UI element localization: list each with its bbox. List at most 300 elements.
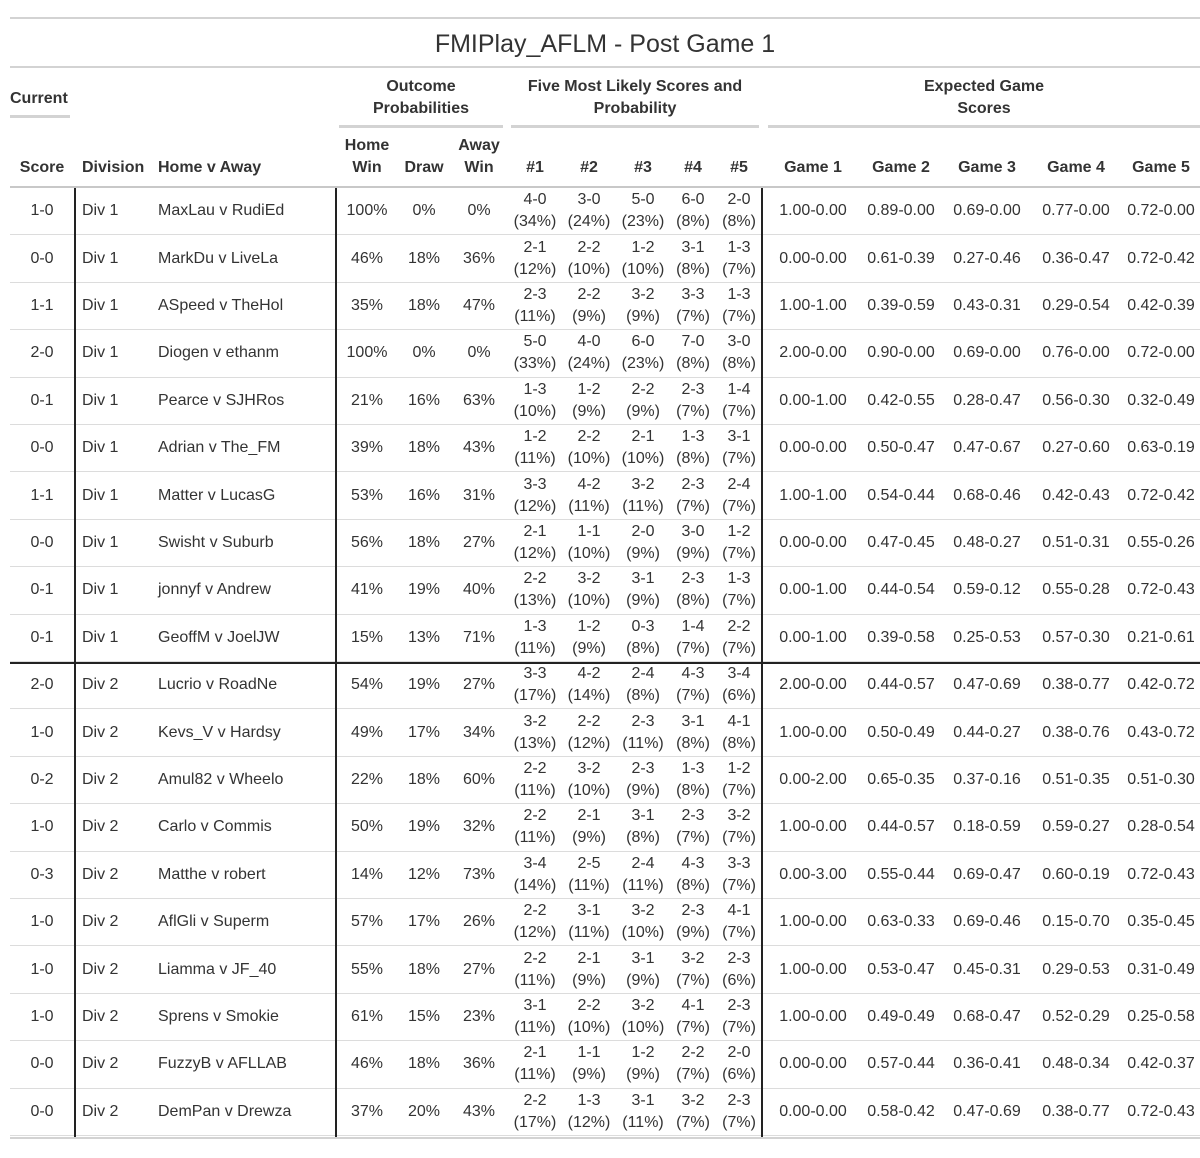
- table-row: [10, 946, 1200, 993]
- likely-score-value: 3-4: [727, 665, 751, 683]
- expected-game-2: 0.49-0.49: [867, 1007, 935, 1025]
- table-row: [10, 615, 1200, 662]
- likely-score-prob: (12%): [567, 1113, 611, 1131]
- match-name: Sprens v Smokie: [158, 1007, 279, 1025]
- likely-score-2: [562, 283, 616, 329]
- draw-pct: 17%: [407, 723, 441, 741]
- likely-score-prob: (7%): [676, 307, 710, 325]
- likely-score-prob: (8%): [626, 829, 660, 847]
- likely-score-value: 2-2: [577, 238, 601, 256]
- likely-score-3: [616, 567, 670, 613]
- match-name: FuzzyB v AFLLAB: [158, 1055, 287, 1073]
- spanner-current-rule: [10, 115, 70, 118]
- likely-score-value: 1-2: [523, 428, 547, 446]
- likely-score-3: [616, 804, 670, 850]
- current-score: 1-0: [30, 913, 54, 931]
- likely-score-5: [716, 994, 762, 1040]
- expected-game-2: 0.65-0.35: [867, 770, 935, 788]
- likely-score-value: 2-3: [681, 380, 705, 398]
- expected-game-4: 0.51-0.35: [1042, 770, 1110, 788]
- expected-game-5: 0.42-0.37: [1127, 1055, 1195, 1073]
- spanner-expected-line2: Scores: [957, 100, 1011, 117]
- likely-score-prob: (7%): [722, 260, 756, 278]
- likely-score-4: [670, 709, 716, 755]
- expected-game-2: 0.53-0.47: [867, 960, 935, 978]
- likely-score-4: [670, 235, 716, 281]
- expected-game-1: 0.00-2.00: [779, 770, 847, 788]
- expected-game-1: 0.00-0.00: [779, 533, 847, 551]
- likely-score-prob: (8%): [676, 592, 710, 610]
- top-border: [10, 17, 1200, 19]
- likely-score-prob: (8%): [676, 450, 710, 468]
- likely-score-prob: (7%): [676, 687, 710, 705]
- expected-game-3: 0.69-0.00: [953, 202, 1021, 220]
- match-name: Swisht v Suburb: [158, 533, 274, 551]
- expected-game-4: 0.27-0.60: [1042, 439, 1110, 457]
- expected-game-3: 0.18-0.59: [953, 818, 1021, 836]
- likely-score-3: [616, 1041, 670, 1087]
- likely-score-prob: (8%): [676, 781, 710, 799]
- title-divider: [10, 66, 1200, 68]
- expected-game-5: 0.32-0.49: [1127, 391, 1195, 409]
- likely-score-2: [562, 378, 616, 424]
- likely-score-value: 2-1: [523, 522, 547, 540]
- likely-score-value: 6-0: [631, 333, 655, 351]
- likely-score-prob: (17%): [513, 1113, 557, 1131]
- likely-score-prob: (7%): [722, 497, 756, 515]
- likely-score-prob: (10%): [621, 924, 665, 942]
- likely-score-2: [562, 804, 616, 850]
- expected-game-2: 0.39-0.59: [867, 296, 935, 314]
- division: Div 1: [82, 628, 119, 646]
- draw-pct: 16%: [407, 391, 441, 409]
- likely-score-5: [716, 946, 762, 992]
- likely-score-4: [670, 804, 716, 850]
- expected-game-3: 0.68-0.47: [953, 1007, 1021, 1025]
- home-win-pct: 55%: [350, 960, 384, 978]
- away-win-pct: 71%: [462, 628, 496, 646]
- likely-score-prob: (34%): [513, 213, 557, 231]
- draw-pct: 19%: [407, 581, 441, 599]
- expected-game-1: 0.00-0.00: [779, 1055, 847, 1073]
- likely-score-prob: (9%): [676, 924, 710, 942]
- likely-score-prob: (33%): [513, 355, 557, 373]
- likely-score-5: [716, 520, 762, 566]
- expected-game-3: 0.47-0.69: [953, 676, 1021, 694]
- likely-score-value: 4-0: [577, 333, 601, 351]
- likely-score-prob: (11%): [568, 924, 610, 942]
- draw-pct: 20%: [407, 1102, 441, 1120]
- likely-score-value: 6-0: [681, 191, 705, 209]
- expected-game-5: 0.21-0.61: [1127, 628, 1195, 646]
- likely-score-3: [616, 330, 670, 376]
- likely-score-prob: (7%): [722, 876, 756, 894]
- likely-score-4: [670, 994, 716, 1040]
- expected-game-5: 0.63-0.19: [1127, 439, 1195, 457]
- match-name: MarkDu v LiveLa: [158, 249, 279, 267]
- division: Div 1: [82, 581, 119, 599]
- likely-score-5: [716, 567, 762, 613]
- expected-game-3: 0.28-0.47: [953, 391, 1021, 409]
- away-win-pct: 31%: [462, 486, 496, 504]
- match-name: Matter v LucasG: [158, 486, 276, 504]
- likely-score-prob: (24%): [567, 355, 611, 373]
- expected-game-3: 0.69-0.47: [953, 865, 1021, 883]
- expected-game-3: 0.37-0.16: [953, 770, 1021, 788]
- likely-score-value: 2-2: [577, 712, 601, 730]
- division: Div 2: [82, 770, 119, 788]
- likely-score-value: 2-2: [631, 380, 655, 398]
- away-win-pct: 34%: [462, 723, 496, 741]
- likely-score-5: [716, 283, 762, 329]
- likely-score-prob: (8%): [676, 734, 710, 752]
- division: Div 1: [82, 439, 119, 457]
- col-game-1: Game 1: [784, 159, 842, 176]
- likely-score-value: 3-2: [681, 1091, 705, 1109]
- likely-score-3: [616, 852, 670, 898]
- away-win-pct: 73%: [462, 865, 496, 883]
- likely-score-4: [670, 662, 716, 708]
- likely-score-prob: (9%): [572, 971, 606, 989]
- likely-score-4: [670, 946, 716, 992]
- likely-score-4: [670, 1041, 716, 1087]
- expected-game-4: 0.48-0.34: [1042, 1055, 1110, 1073]
- likely-score-prob: (7%): [722, 781, 756, 799]
- likely-score-value: 3-3: [523, 475, 547, 493]
- likely-score-2: [562, 235, 616, 281]
- likely-score-1: [508, 567, 562, 613]
- likely-score-2: [562, 567, 616, 613]
- likely-score-value: 3-3: [681, 285, 705, 303]
- expected-game-2: 0.57-0.44: [867, 1055, 935, 1073]
- expected-game-3: 0.44-0.27: [953, 723, 1021, 741]
- likely-score-3: [616, 662, 670, 708]
- likely-score-value: 5-0: [523, 333, 547, 351]
- match-name: Amul82 v Wheelo: [158, 770, 284, 788]
- likely-score-value: 4-3: [681, 665, 705, 683]
- likely-score-value: 2-0: [727, 1044, 751, 1062]
- likely-score-value: 3-2: [681, 949, 705, 967]
- col-game-4: Game 4: [1047, 159, 1105, 176]
- table-row: [10, 1041, 1200, 1088]
- likely-score-4: [670, 188, 716, 234]
- spanner-expected-rule: [768, 125, 1200, 128]
- draw-pct: 18%: [407, 770, 441, 788]
- likely-score-value: 2-2: [523, 949, 547, 967]
- expected-game-2: 0.44-0.57: [867, 818, 935, 836]
- likely-score-5: [716, 615, 762, 661]
- expected-game-4: 0.77-0.00: [1042, 202, 1110, 220]
- likely-score-value: 2-3: [523, 285, 547, 303]
- expected-game-1: 0.00-0.00: [779, 439, 847, 457]
- division: Div 2: [82, 676, 119, 694]
- current-score: 2-0: [30, 676, 54, 694]
- likely-score-value: 1-3: [577, 1091, 601, 1109]
- table-title: FMIPlay_AFLM - Post Game 1: [434, 30, 776, 58]
- expected-game-3: 0.25-0.53: [953, 628, 1021, 646]
- vline-score: [74, 188, 76, 1137]
- draw-pct: 17%: [407, 913, 441, 931]
- expected-game-4: 0.52-0.29: [1042, 1007, 1110, 1025]
- likely-score-prob: (11%): [622, 734, 664, 752]
- table-bottom-border: [10, 1137, 1200, 1139]
- spanner-outcome-line1: Outcome: [386, 78, 456, 95]
- away-win-pct: 0%: [467, 344, 491, 362]
- col-away-win-line1: Away: [458, 137, 500, 154]
- spanner-outcome-line2: Probabilities: [372, 100, 470, 117]
- expected-game-2: 0.44-0.57: [867, 676, 935, 694]
- expected-game-2: 0.58-0.42: [867, 1102, 935, 1120]
- likely-score-2: [562, 472, 616, 518]
- away-win-pct: 36%: [462, 1055, 496, 1073]
- likely-score-prob: (7%): [722, 544, 756, 562]
- draw-pct: 18%: [407, 960, 441, 978]
- spanner-current: Current: [10, 90, 68, 107]
- likely-score-2: [562, 425, 616, 471]
- expected-game-1: 0.00-1.00: [779, 628, 847, 646]
- col-draw: Draw: [404, 159, 444, 176]
- likely-score-prob: (9%): [572, 639, 606, 657]
- match-name: Lucrio v RoadNe: [158, 676, 278, 694]
- likely-score-value: 3-2: [631, 475, 655, 493]
- likely-score-value: 3-1: [631, 807, 655, 825]
- likely-score-prob: (9%): [626, 1066, 660, 1084]
- expected-game-3: 0.47-0.69: [953, 1102, 1021, 1120]
- likely-score-value: 2-2: [523, 902, 547, 920]
- likely-score-value: 2-3: [727, 996, 751, 1014]
- expected-game-1: 0.00-0.00: [779, 249, 847, 267]
- likely-score-prob: (6%): [722, 1066, 756, 1084]
- likely-score-value: 2-3: [681, 902, 705, 920]
- likely-score-1: [508, 188, 562, 234]
- likely-score-prob: (10%): [621, 1018, 665, 1036]
- likely-score-prob: (7%): [722, 1018, 756, 1036]
- expected-game-4: 0.57-0.30: [1042, 628, 1110, 646]
- likely-score-value: 3-1: [727, 428, 751, 446]
- likely-score-value: 2-1: [577, 949, 601, 967]
- home-win-pct: 61%: [350, 1007, 384, 1025]
- likely-score-value: 3-1: [523, 996, 547, 1014]
- expected-game-2: 0.54-0.44: [867, 486, 935, 504]
- away-win-pct: 36%: [462, 249, 496, 267]
- likely-score-4: [670, 1089, 716, 1135]
- likely-score-prob: (9%): [572, 1066, 606, 1084]
- expected-game-4: 0.56-0.30: [1042, 391, 1110, 409]
- likely-score-3: [616, 472, 670, 518]
- likely-score-1: [508, 709, 562, 755]
- likely-score-prob: (13%): [513, 592, 557, 610]
- table-row: [10, 283, 1200, 330]
- likely-score-value: 2-3: [727, 949, 751, 967]
- likely-score-value: 1-2: [577, 380, 601, 398]
- draw-pct: 19%: [407, 818, 441, 836]
- likely-score-5: [716, 235, 762, 281]
- likely-score-prob: (8%): [676, 876, 710, 894]
- home-win-pct: 14%: [350, 865, 384, 883]
- expected-game-4: 0.38-0.76: [1042, 723, 1110, 741]
- likely-score-prob: (8%): [626, 687, 660, 705]
- likely-score-prob: (7%): [676, 402, 710, 420]
- home-win-pct: 41%: [350, 581, 384, 599]
- spanner-expected: [768, 76, 1200, 120]
- likely-score-value: 2-1: [523, 1044, 547, 1062]
- likely-score-1: [508, 235, 562, 281]
- likely-score-prob: (7%): [722, 592, 756, 610]
- likely-score-value: 2-3: [681, 570, 705, 588]
- likely-score-value: 2-2: [577, 428, 601, 446]
- table-row: [10, 899, 1200, 946]
- division: Div 1: [82, 202, 119, 220]
- away-win-pct: 26%: [462, 913, 496, 931]
- likely-score-3: [616, 188, 670, 234]
- home-win-pct: 57%: [350, 913, 384, 931]
- likely-score-value: 1-2: [727, 759, 751, 777]
- expected-game-5: 0.72-0.43: [1127, 581, 1195, 599]
- table-row: [10, 662, 1200, 709]
- likely-score-2: [562, 757, 616, 803]
- expected-game-1: 1.00-0.00: [779, 723, 847, 741]
- home-win-pct: 100%: [346, 344, 388, 362]
- expected-game-5: 0.72-0.42: [1127, 249, 1195, 267]
- expected-game-5: 0.42-0.39: [1127, 296, 1195, 314]
- likely-score-1: [508, 804, 562, 850]
- likely-score-prob: (7%): [676, 829, 710, 847]
- likely-score-value: 4-1: [727, 712, 751, 730]
- expected-game-1: 1.00-0.00: [779, 960, 847, 978]
- home-win-pct: 21%: [350, 391, 384, 409]
- spanner-outcome-rule: [339, 125, 503, 128]
- division: Div 2: [82, 1102, 119, 1120]
- likely-score-prob: (11%): [514, 1018, 556, 1036]
- likely-score-value: 1-3: [727, 238, 751, 256]
- likely-score-prob: (6%): [722, 687, 756, 705]
- expected-game-5: 0.43-0.72: [1127, 723, 1195, 741]
- likely-score-prob: (10%): [567, 1018, 611, 1036]
- likely-score-4: [670, 283, 716, 329]
- expected-game-4: 0.51-0.31: [1042, 533, 1110, 551]
- expected-game-2: 0.63-0.33: [867, 913, 935, 931]
- expected-game-4: 0.38-0.77: [1042, 1102, 1110, 1120]
- likely-score-prob: (11%): [622, 497, 664, 515]
- likely-score-3: [616, 378, 670, 424]
- likely-score-value: 1-2: [631, 238, 655, 256]
- likely-score-value: 2-4: [727, 475, 751, 493]
- expected-game-4: 0.38-0.77: [1042, 676, 1110, 694]
- match-name: AflGli v Superm: [158, 913, 270, 931]
- current-score: 0-0: [30, 249, 54, 267]
- likely-score-value: 2-2: [523, 807, 547, 825]
- likely-score-prob: (7%): [676, 497, 710, 515]
- likely-score-value: 3-0: [727, 333, 751, 351]
- likely-score-prob: (7%): [722, 924, 756, 942]
- likely-score-1: [508, 378, 562, 424]
- likely-score-value: 4-2: [577, 665, 601, 683]
- away-win-pct: 32%: [462, 818, 496, 836]
- likely-score-value: 2-2: [727, 617, 751, 635]
- expected-game-1: 0.00-0.00: [779, 1102, 847, 1120]
- division: Div 1: [82, 249, 119, 267]
- likely-score-4: [670, 472, 716, 518]
- likely-score-prob: (8%): [722, 213, 756, 231]
- division: Div 1: [82, 344, 119, 362]
- likely-score-1: [508, 994, 562, 1040]
- draw-pct: 15%: [407, 1007, 441, 1025]
- likely-score-2: [562, 1041, 616, 1087]
- likely-score-value: 3-2: [727, 807, 751, 825]
- table-row: [10, 852, 1200, 899]
- likely-score-3: [616, 1089, 670, 1135]
- likely-score-4: [670, 757, 716, 803]
- expected-game-5: 0.55-0.26: [1127, 533, 1195, 551]
- draw-pct: 18%: [407, 296, 441, 314]
- match-name: Matthe v robert: [158, 865, 266, 883]
- likely-score-5: [716, 472, 762, 518]
- likely-score-1: [508, 662, 562, 708]
- match-name: GeoffM v JoelJW: [158, 628, 280, 646]
- likely-score-prob: (9%): [572, 307, 606, 325]
- expected-game-5: 0.42-0.72: [1127, 676, 1195, 694]
- likely-score-value: 2-4: [631, 854, 655, 872]
- likely-score-5: [716, 1041, 762, 1087]
- expected-game-2: 0.55-0.44: [867, 865, 935, 883]
- likely-score-value: 3-3: [727, 854, 751, 872]
- likely-score-5: [716, 852, 762, 898]
- likely-score-value: 1-3: [523, 380, 547, 398]
- likely-score-2: [562, 852, 616, 898]
- away-win-pct: 43%: [462, 1102, 496, 1120]
- likely-score-1: [508, 1041, 562, 1087]
- current-score: 0-1: [30, 628, 54, 646]
- likely-score-value: 5-0: [631, 191, 655, 209]
- likely-score-5: [716, 1089, 762, 1135]
- col-game-5: Game 5: [1132, 159, 1190, 176]
- likely-score-value: 3-1: [631, 570, 655, 588]
- current-score: 1-0: [30, 1007, 54, 1025]
- likely-score-prob: (7%): [722, 450, 756, 468]
- likely-score-value: 4-3: [681, 854, 705, 872]
- division: Div 2: [82, 913, 119, 931]
- likely-score-prob: (13%): [513, 734, 557, 752]
- likely-score-3: [616, 425, 670, 471]
- likely-score-value: 1-2: [631, 1044, 655, 1062]
- likely-score-prob: (12%): [513, 260, 557, 278]
- likely-score-2: [562, 709, 616, 755]
- likely-score-prob: (7%): [722, 307, 756, 325]
- likely-score-prob: (10%): [567, 781, 611, 799]
- spanner-fivemost-line1: Five Most Likely Scores and: [527, 78, 743, 95]
- likely-score-3: [616, 994, 670, 1040]
- expected-game-1: 2.00-0.00: [779, 676, 847, 694]
- likely-score-4: [670, 899, 716, 945]
- expected-game-3: 0.69-0.46: [953, 913, 1021, 931]
- likely-score-value: 2-1: [523, 238, 547, 256]
- likely-score-prob: (10%): [567, 450, 611, 468]
- draw-pct: 18%: [407, 439, 441, 457]
- likely-score-value: 3-1: [681, 238, 705, 256]
- likely-score-value: 1-4: [681, 617, 705, 635]
- likely-score-value: 1-3: [681, 428, 705, 446]
- current-score: 0-1: [30, 391, 54, 409]
- likely-score-prob: (9%): [626, 781, 660, 799]
- likely-score-value: 3-1: [631, 1091, 655, 1109]
- likely-score-value: 3-3: [523, 665, 547, 683]
- likely-score-prob: (11%): [568, 876, 610, 894]
- expected-game-2: 0.42-0.55: [867, 391, 935, 409]
- expected-game-1: 1.00-0.00: [779, 818, 847, 836]
- likely-score-prob: (7%): [722, 1113, 756, 1131]
- spanner-expected-line1: Expected Game: [923, 78, 1045, 95]
- expected-game-2: 0.50-0.47: [867, 439, 935, 457]
